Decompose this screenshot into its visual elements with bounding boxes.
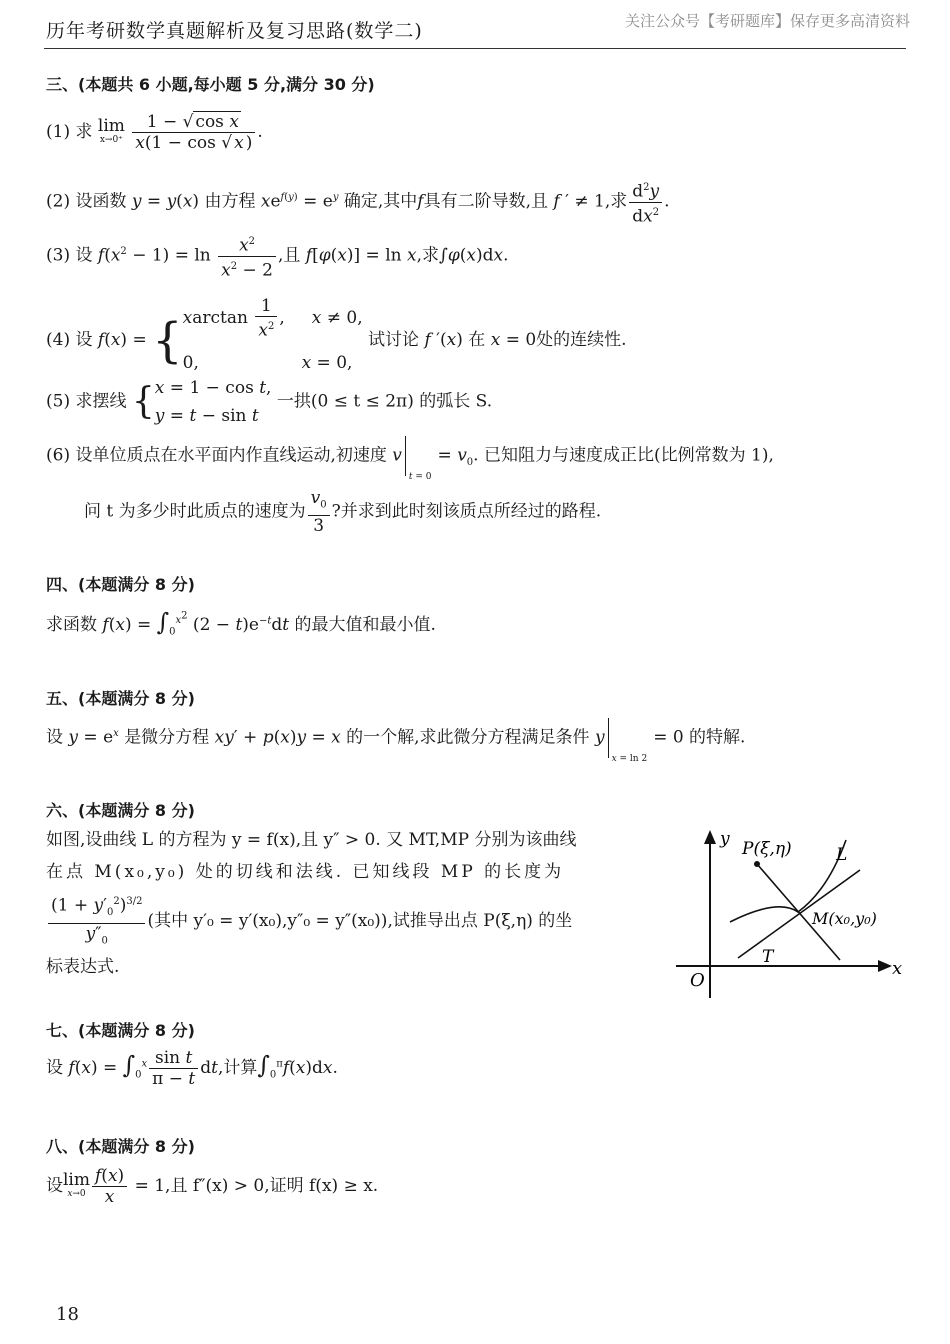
fig-label-x: x xyxy=(892,958,903,979)
question-3-6-line1: (6) 设单位质点在水平面内作直线运动,初速度 $v_{t = 0}= v_0$. 已知阻力与速度成正比(比例常数为 1), xyxy=(46,436,774,482)
section-4-question: 求函数 $f(x) = \int_0^{x^2}$ $(2 - t)e^{-t}dt$ 的最大值和最小值. xyxy=(46,608,436,638)
q4-text3: 处的连续性. xyxy=(536,329,627,350)
s4-text-a: 求函数 xyxy=(46,615,97,635)
q3-label: (3) 设 xyxy=(46,245,93,266)
limit-operator: lim x→0⁺ xyxy=(97,115,125,145)
curve-figure xyxy=(668,820,918,1000)
section-5-heading: 五、(本题满分 8 分) xyxy=(46,689,195,708)
y-axis-arrow-icon xyxy=(704,830,716,844)
q3-fraction: $\frac{x^2}{x^2 - 2}$ xyxy=(218,232,276,280)
section-7-question: 设 $f(x) = \int_0^x$ $\frac{\text{sin t}}{\pi - t}$ dt,计算$\int_0^\pi f(x)dx$. xyxy=(46,1048,338,1089)
fig-label-y: y xyxy=(720,829,730,849)
question-3-5: (5) 求摆线 { x = 1 − cos t, y = t − sin t 一拱(0 ≤ t ≤ 2π) 的弧长 S. xyxy=(46,374,492,430)
s8-fraction: $\frac{f(x)}{x}$ xyxy=(92,1166,127,1207)
q2-text: 由方程 xyxy=(204,191,256,212)
s7-text-b: ,计算 xyxy=(217,1058,258,1078)
fig-label-M: M(x₀,y₀) xyxy=(812,909,877,928)
s7-text-a: 设 xyxy=(46,1058,63,1078)
s5-text-c: 的一个解,求此微分方程满足条件 xyxy=(346,727,590,748)
q6-fraction: $\frac{v_0}{3}$ xyxy=(308,488,330,536)
point-P xyxy=(754,861,760,867)
page-number: 18 xyxy=(56,1304,79,1325)
header-title: 历年考研数学真题解析及复习思路(数学二) xyxy=(46,20,423,42)
q3-text: ,且 xyxy=(277,245,301,266)
section-5-question: 设 $y = e^x$ 是微分方程 xy′ + p(x)y = x 的一个解,求此微分方程满足条件 $y_{x = ln 2}= 0$ 的特解. xyxy=(46,718,745,764)
s6-length-fraction: $\frac{(1 + y'_0^2)^{3/2}}{y''_0}$ xyxy=(48,892,145,951)
q2-label: (2) 设函数 xyxy=(46,191,127,212)
q2-text2: 确定,其中 xyxy=(343,191,418,212)
s6-text1: 如图,设曲线 L 的方程为 y = f(x),且 y″ > 0. 又 MT,MP 分别为该曲线 xyxy=(46,830,577,850)
question-3-6-line2 xyxy=(84,488,601,536)
question-3-4: (4) 设 f(x) = { xarctan $\frac{1}{x^2}$ , x ≠ 0, 0, x = 0, 试讨论 f ′(x) 在 x = 0处的连续性. xyxy=(46,296,627,385)
q2-text4: ,求 xyxy=(604,191,628,212)
q4-label: (4) 设 xyxy=(46,329,93,350)
section-4-heading: 四、(本题满分 8 分) xyxy=(46,575,195,594)
q1-fraction: $\frac{\text{1 − √ cos x}}{x(1 - \cos √ x )}$ xyxy=(132,112,255,153)
q4-text: 试讨论 xyxy=(368,329,420,350)
q6-line2b: ?并求到此时刻该质点所经过的路程. xyxy=(331,501,602,522)
q6-line1b: 已知阻力与速度成正比(比例常数为 1), xyxy=(483,445,774,466)
section-6-heading: 六、(本题满分 8 分) xyxy=(46,801,195,820)
section-6-question xyxy=(46,824,661,983)
header-rule xyxy=(44,48,906,49)
s7-integrand: $\frac{\text{sin t}}{\pi - t}$ xyxy=(149,1048,198,1089)
q5-parametric: x = 1 − cos t, y = t − sin t xyxy=(154,378,272,426)
x-axis-arrow-icon xyxy=(878,960,892,972)
s8-text-b: = 1,且 f″(x) > 0,证明 f(x) ≥ x. xyxy=(134,1176,379,1196)
fig-label-origin: O xyxy=(690,970,705,991)
s5-text-d: = 0 的特解. xyxy=(653,727,746,748)
section-8-heading: 八、(本题满分 8 分) xyxy=(46,1137,195,1156)
question-3-2: (2) 设函数 y = y(x) 由方程 $xe^{f(y)} = e^y$ 确定,其中f具有二阶导数,且 f ′ ≠ 1,求 $\frac{d^2y}{dx^2}$ . xyxy=(46,178,670,226)
s5-text-a: 设 xyxy=(46,727,63,748)
q4-piecewise: xarctan $\frac{1}{x^2}$ , x ≠ 0, 0, x = 0, xyxy=(182,296,363,373)
section-8-question xyxy=(46,1166,378,1207)
q2-derivative: $\frac{d^2y}{dx^2}$ xyxy=(629,178,662,226)
q5-label: (5) 求摆线 xyxy=(46,391,127,412)
q3-text2: ,求 xyxy=(416,245,439,266)
s5-text-b: 是微分方程 xyxy=(124,727,210,748)
s8-limit: lim x→0 xyxy=(63,1169,90,1199)
q6-line1: (6) 设单位质点在水平面内作直线运动,初速度 xyxy=(46,445,387,466)
s8-text-a: 设 xyxy=(46,1176,63,1196)
q5-text: 一拱(0 ≤ t ≤ 2π) 的弧长 S. xyxy=(276,391,493,412)
question-3-3: (3) 设 $f(x^2 - 1) = \ln$ $\frac{x^2}{x^2 - 2}$ ,且 f[φ(x)] = ln x,求∫φ(x)dx. xyxy=(46,232,509,280)
q2-text3: 具有二阶导数,且 xyxy=(423,191,548,212)
fig-label-L: L xyxy=(836,845,848,865)
question-3-1: (1) 求 lim x→0⁺ $\frac{\text{1 − √ cos x}}{x(1 - \cos √ x )}$ . xyxy=(46,112,263,153)
s6-text2: 在点 M(x₀,y₀) 处的切线和法线. 已知线段 MP 的长度为 xyxy=(46,862,565,882)
s6-text4: 标表达式. xyxy=(46,957,120,978)
section-3-heading: 三、(本题共 6 小题,每小题 5 分,满分 30 分) xyxy=(46,75,375,94)
section-7-heading: 七、(本题满分 8 分) xyxy=(46,1021,195,1040)
q6-line2a: 问 t 为多少时此质点的速度为 xyxy=(84,501,306,522)
fig-label-T: T xyxy=(762,947,774,967)
q1-label: (1) 求 xyxy=(46,122,93,142)
fig-label-P: P(ξ,η) xyxy=(742,839,792,859)
s4-text-b: 的最大值和最小值. xyxy=(294,615,436,635)
header-watermark-note: 关注公众号【考研题库】保存更多高清资料 xyxy=(624,12,910,30)
s6-text3: (其中 y′₀ = y′(x₀),y″₀ = y″(x₀)),试推导出点 P(ξ,η) 的坐 xyxy=(147,911,573,932)
q4-text2: 在 xyxy=(468,329,486,350)
